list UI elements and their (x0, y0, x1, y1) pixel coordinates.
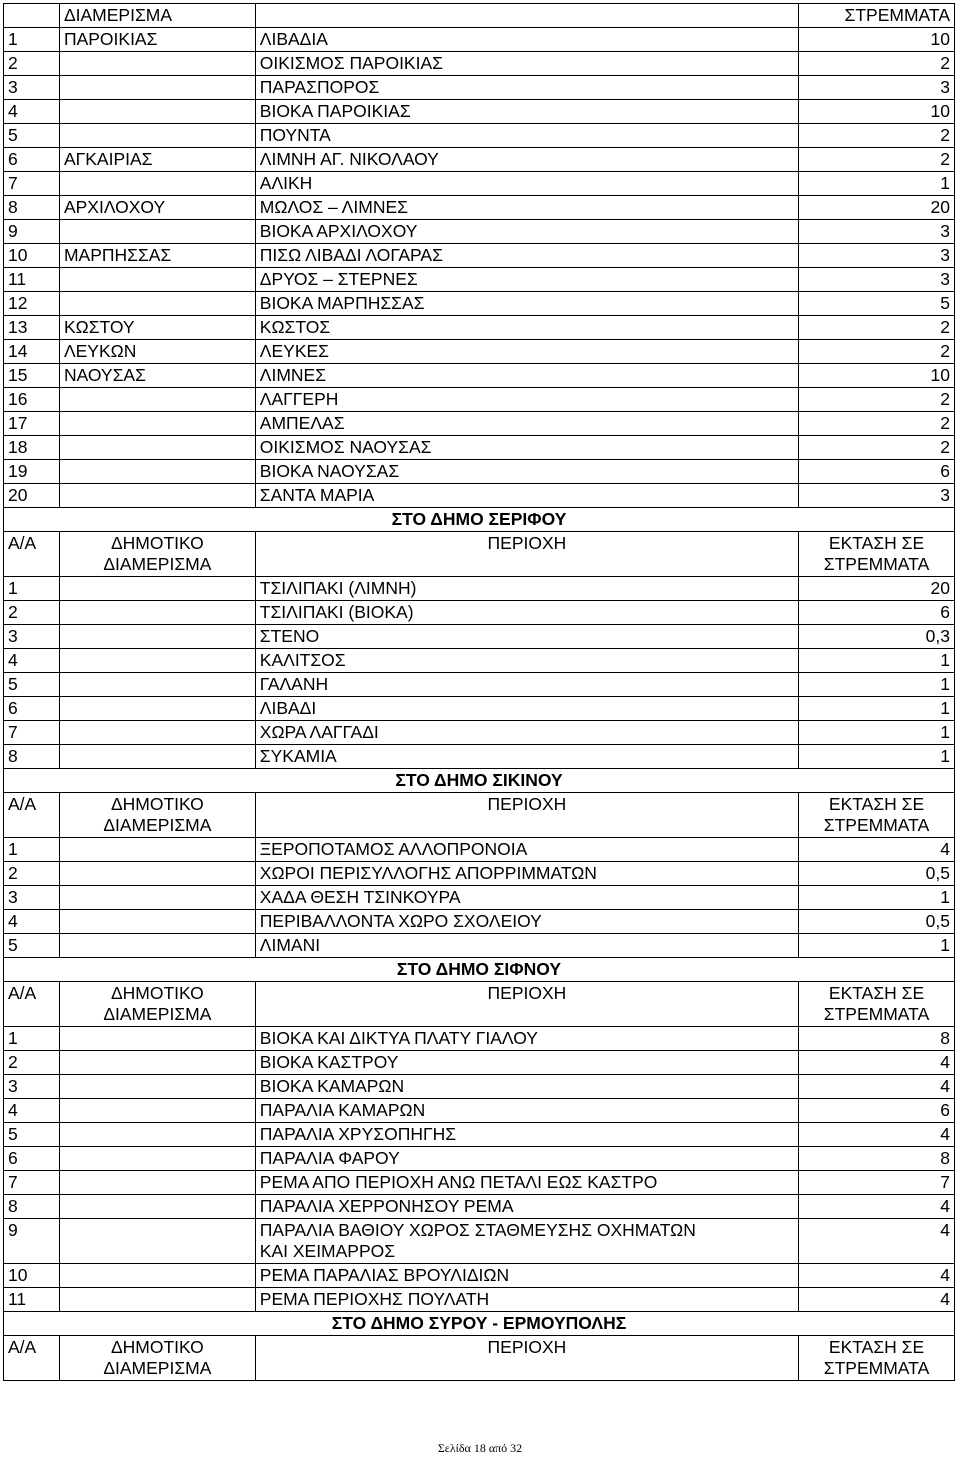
row-area-cell: ΒΙΟΚΑ ΚΑΜΑΡΩΝ (255, 1075, 798, 1099)
table-row (4, 28, 955, 52)
row-area-cell: ΛΙΒΑΔΙ (255, 697, 798, 721)
row-district-cell (59, 100, 255, 124)
table-row (4, 1051, 955, 1075)
table-row (4, 1147, 955, 1171)
header-size-line-1: ΕΚΤΑΣΗ ΣΕ (828, 794, 925, 814)
table-body (4, 4, 955, 1381)
row-number-cell: 12 (4, 292, 60, 316)
row-number-cell: 14 (4, 340, 60, 364)
header-district-line-1: ΔΗΜΟΤΙΚΟ (110, 1337, 204, 1357)
row-area-cell (255, 1219, 798, 1264)
header-size (799, 532, 955, 577)
row-number-cell: 10 (4, 244, 60, 268)
header-area: ΠΕΡΙΟΧΗ (255, 982, 798, 1027)
row-number-cell: 5 (4, 1123, 60, 1147)
row-size-cell: 2 (799, 52, 955, 76)
row-size-cell: 10 (799, 364, 955, 388)
table-row (4, 436, 955, 460)
header-district (59, 793, 255, 838)
header-size-line-2: ΣΤΡΕΜΜΑΤΑ (823, 1358, 930, 1378)
row-size-cell: 0,5 (799, 910, 955, 934)
row-area-cell: ΧΑΔΑ ΘΕΣΗ ΤΣΙΝΚΟΥΡΑ (255, 886, 798, 910)
row-size-cell: 10 (799, 28, 955, 52)
table-row (4, 910, 955, 934)
table-row (4, 1219, 955, 1264)
row-district-cell (59, 577, 255, 601)
row-district-cell (59, 52, 255, 76)
row-size-cell: 8 (799, 1027, 955, 1051)
row-area-cell: ΣΤΕΝΟ (255, 625, 798, 649)
row-number-cell: 9 (4, 1219, 60, 1264)
row-area-line-2: ΚΑΙ ΧΕΙΜΑΡΡΟΣ (259, 1241, 396, 1261)
row-area-cell: ΔΡΥΟΣ – ΣΤΕΡΝΕΣ (255, 268, 798, 292)
row-size-cell: 0,5 (799, 862, 955, 886)
row-district-cell (59, 76, 255, 100)
row-number-cell: 5 (4, 934, 60, 958)
section-title-row (4, 508, 955, 532)
row-size-cell: 3 (799, 484, 955, 508)
row-district-cell (59, 649, 255, 673)
header-district (59, 532, 255, 577)
header-district-line-2: ΔΙΑΜΕΡΙΣΜΑ (103, 815, 212, 835)
row-size-cell: 6 (799, 1099, 955, 1123)
row-district-cell (59, 292, 255, 316)
row-district-cell (59, 721, 255, 745)
row-area-cell: ΞΕΡΟΠΟΤΑΜΟΣ ΑΛΛΟΠΡΟΝΟΙΑ (255, 838, 798, 862)
row-district-cell: ΠΑΡΟΙΚΙΑΣ (59, 28, 255, 52)
row-size-cell: 1 (799, 649, 955, 673)
facilities-table (3, 3, 955, 1381)
table-row (4, 124, 955, 148)
row-district-cell (59, 1075, 255, 1099)
row-number-cell: 4 (4, 1099, 60, 1123)
row-size-cell: 2 (799, 436, 955, 460)
table-row (4, 649, 955, 673)
table-row (4, 484, 955, 508)
row-district-cell (59, 862, 255, 886)
row-district-cell (59, 436, 255, 460)
row-size-cell: 2 (799, 124, 955, 148)
row-area-cell: ΡΕΜΑ ΠΕΡΙΟΧΗΣ ΠΟΥΛΑΤΗ (255, 1288, 798, 1312)
table-row (4, 601, 955, 625)
row-size-cell: 3 (799, 76, 955, 100)
row-size-cell: 6 (799, 460, 955, 484)
table-row (4, 172, 955, 196)
table-row (4, 100, 955, 124)
row-number-cell: 7 (4, 172, 60, 196)
row-area-cell: ΠΕΡΙΒΑΛΛΟΝΤΑ ΧΩΡΟ ΣΧΟΛΕΙΟΥ (255, 910, 798, 934)
top-header-area-cell (255, 4, 798, 28)
header-size-line-2: ΣΤΡΕΜΜΑΤΑ (823, 815, 930, 835)
row-district-cell (59, 1027, 255, 1051)
row-area-cell: ΛΕΥΚΕΣ (255, 340, 798, 364)
row-size-cell: 2 (799, 412, 955, 436)
row-area-cell: ΡΕΜΑ ΠΑΡΑΛΙΑΣ ΒΡΟΥΛΙΔΙΩΝ (255, 1264, 798, 1288)
row-district-cell (59, 1195, 255, 1219)
table-row (4, 838, 955, 862)
table-row (4, 364, 955, 388)
row-district-cell (59, 268, 255, 292)
header-district-line-2: ΔΙΑΜΕΡΙΣΜΑ (103, 554, 212, 574)
row-size-cell: 1 (799, 721, 955, 745)
table-row (4, 886, 955, 910)
row-district-cell: ΝΑΟΥΣΑΣ (59, 364, 255, 388)
row-number-cell: 11 (4, 268, 60, 292)
row-size-cell: 5 (799, 292, 955, 316)
row-number-cell: 2 (4, 862, 60, 886)
row-number-cell: 3 (4, 76, 60, 100)
row-area-cell: ΛΑΓΓΕΡΗ (255, 388, 798, 412)
row-area-cell: ΡΕΜΑ ΑΠΟ ΠΕΡΙΟΧΗ ΑΝΩ ΠΕΤΑΛΙ ΕΩΣ ΚΑΣΤΡΟ (255, 1171, 798, 1195)
row-district-cell (59, 838, 255, 862)
row-area-cell: ΒΙΟΚΑ ΜΑΡΠΗΣΣΑΣ (255, 292, 798, 316)
section-title: ΣΤΟ ΔΗΜΟ ΣΕΡΙΦΟΥ (4, 508, 955, 532)
top-header-size-cell: ΣΤΡΕΜΜΑΤΑ (799, 4, 955, 28)
row-district-cell (59, 460, 255, 484)
header-aa: Α/Α (4, 532, 60, 577)
row-district-cell (59, 673, 255, 697)
table-row (4, 862, 955, 886)
row-number-cell: 4 (4, 100, 60, 124)
row-district-cell (59, 625, 255, 649)
header-size (799, 793, 955, 838)
header-area: ΠΕΡΙΟΧΗ (255, 1336, 798, 1381)
row-area-cell: ΒΙΟΚΑ ΚΑΙ ΔΙΚΤΥΑ ΠΛΑΤΥ ΓΙΑΛΟΥ (255, 1027, 798, 1051)
row-area-cell: ΠΙΣΩ ΛΙΒΑΔΙ ΛΟΓΑΡΑΣ (255, 244, 798, 268)
row-number-cell: 15 (4, 364, 60, 388)
row-size-cell: 4 (799, 1051, 955, 1075)
table-row (4, 1171, 955, 1195)
row-size-cell: 4 (799, 1219, 955, 1264)
row-number-cell: 13 (4, 316, 60, 340)
table-row (4, 1264, 955, 1288)
row-number-cell: 4 (4, 649, 60, 673)
table-row (4, 52, 955, 76)
row-district-cell (59, 172, 255, 196)
row-district-cell (59, 886, 255, 910)
row-area-cell: ΛΙΜΝΕΣ (255, 364, 798, 388)
row-district-cell (59, 124, 255, 148)
row-district-cell (59, 1051, 255, 1075)
row-number-cell: 1 (4, 838, 60, 862)
row-district-cell (59, 1219, 255, 1264)
row-number-cell: 1 (4, 1027, 60, 1051)
header-aa: Α/Α (4, 982, 60, 1027)
row-size-cell: 4 (799, 1288, 955, 1312)
row-number-cell: 1 (4, 28, 60, 52)
table-row (4, 388, 955, 412)
row-district-cell: ΜΑΡΠΗΣΣΑΣ (59, 244, 255, 268)
section-title-row (4, 958, 955, 982)
row-area-cell: ΜΩΛΟΣ – ΛΙΜΝΕΣ (255, 196, 798, 220)
row-number-cell: 16 (4, 388, 60, 412)
header-district-line-1: ΔΗΜΟΤΙΚΟ (110, 794, 204, 814)
row-area-cell: ΛΙΜΑΝΙ (255, 934, 798, 958)
top-header-district-cell: ΔΙΑΜΕΡΙΣΜΑ (59, 4, 255, 28)
row-district-cell (59, 697, 255, 721)
row-number-cell: 4 (4, 910, 60, 934)
row-area-cell: ΑΜΠΕΛΑΣ (255, 412, 798, 436)
row-number-cell: 7 (4, 721, 60, 745)
header-size (799, 982, 955, 1027)
header-size-line-1: ΕΚΤΑΣΗ ΣΕ (828, 983, 925, 1003)
row-area-cell: ΣΑΝΤΑ ΜΑΡΙΑ (255, 484, 798, 508)
row-number-cell: 2 (4, 1051, 60, 1075)
top-header-aa-cell (4, 4, 60, 28)
row-area-cell: ΚΩΣΤΟΣ (255, 316, 798, 340)
table-row (4, 745, 955, 769)
row-area-cell: ΠΑΡΑΣΠΟΡΟΣ (255, 76, 798, 100)
header-district (59, 1336, 255, 1381)
row-district-cell (59, 934, 255, 958)
row-size-cell: 20 (799, 577, 955, 601)
header-district-line-2: ΔΙΑΜΕΡΙΣΜΑ (103, 1004, 212, 1024)
table-row (4, 1099, 955, 1123)
header-district (59, 982, 255, 1027)
header-aa: Α/Α (4, 1336, 60, 1381)
row-size-cell: 8 (799, 1147, 955, 1171)
row-district-cell (59, 1288, 255, 1312)
row-size-cell: 1 (799, 172, 955, 196)
section-title-row (4, 1312, 955, 1336)
row-area-cell: ΠΑΡΑΛΙΑ ΧΕΡΡΟΝΗΣΟΥ ΡΕΜΑ (255, 1195, 798, 1219)
row-size-cell: 7 (799, 1171, 955, 1195)
table-row (4, 1027, 955, 1051)
row-number-cell: 7 (4, 1171, 60, 1195)
row-area-cell: ΠΑΡΑΛΙΑ ΦΑΡΟΥ (255, 1147, 798, 1171)
row-area-cell: ΛΙΜΝΗ ΑΓ. ΝΙΚΟΛΑΟΥ (255, 148, 798, 172)
table-row (4, 244, 955, 268)
row-district-cell (59, 412, 255, 436)
page-footer: Σελίδα 18 από 32 (437, 1441, 523, 1455)
row-number-cell: 17 (4, 412, 60, 436)
row-number-cell: 11 (4, 1288, 60, 1312)
table-row (4, 412, 955, 436)
header-size-line-1: ΕΚΤΑΣΗ ΣΕ (828, 533, 925, 553)
row-number-cell: 5 (4, 124, 60, 148)
row-area-cell: ΑΛΙΚΗ (255, 172, 798, 196)
row-area-cell: ΛΙΒΑΔΙΑ (255, 28, 798, 52)
row-size-cell: 3 (799, 244, 955, 268)
header-size-line-2: ΣΤΡΕΜΜΑΤΑ (823, 1004, 930, 1024)
row-area-cell: ΒΙΟΚΑ ΑΡΧΙΛΟΧΟΥ (255, 220, 798, 244)
table-row (4, 340, 955, 364)
row-district-cell: ΑΡΧΙΛΟΧΟΥ (59, 196, 255, 220)
header-area: ΠΕΡΙΟΧΗ (255, 793, 798, 838)
row-number-cell: 8 (4, 745, 60, 769)
row-number-cell: 3 (4, 1075, 60, 1099)
row-district-cell (59, 745, 255, 769)
row-area-line-1: ΠΑΡΑΛΙΑ ΒΑΘΙΟΥ ΧΩΡΟΣ ΣΤΑΘΜΕΥΣΗΣ ΟΧΗΜΑΤΩΝ (259, 1220, 696, 1240)
row-area-cell: ΤΣΙΛΙΠΑΚΙ (ΛΙΜΝΗ) (255, 577, 798, 601)
row-district-cell (59, 1147, 255, 1171)
table-row (4, 577, 955, 601)
table-row (4, 148, 955, 172)
row-district-cell (59, 1123, 255, 1147)
header-size-line-2: ΣΤΡΕΜΜΑΤΑ (823, 554, 930, 574)
row-number-cell: 20 (4, 484, 60, 508)
row-district-cell (59, 220, 255, 244)
table-row (4, 292, 955, 316)
row-district-cell (59, 1171, 255, 1195)
row-size-cell: 2 (799, 340, 955, 364)
column-header-row (4, 793, 955, 838)
row-size-cell: 20 (799, 196, 955, 220)
row-number-cell: 8 (4, 196, 60, 220)
row-area-cell: ΓΑΛΑΝΗ (255, 673, 798, 697)
column-header-row (4, 982, 955, 1027)
row-area-cell: ΧΩΡΑ ΛΑΓΓΑΔΙ (255, 721, 798, 745)
top-header-row (4, 4, 955, 28)
table-row (4, 625, 955, 649)
row-size-cell: 4 (799, 1195, 955, 1219)
header-area: ΠΕΡΙΟΧΗ (255, 532, 798, 577)
row-size-cell: 0,3 (799, 625, 955, 649)
row-number-cell: 9 (4, 220, 60, 244)
row-size-cell: 4 (799, 1123, 955, 1147)
header-size (799, 1336, 955, 1381)
header-size-line-1: ΕΚΤΑΣΗ ΣΕ (828, 1337, 925, 1357)
row-area-cell: ΒΙΟΚΑ ΚΑΣΤΡΟΥ (255, 1051, 798, 1075)
row-number-cell: 18 (4, 436, 60, 460)
row-district-cell (59, 1264, 255, 1288)
row-number-cell: 5 (4, 673, 60, 697)
row-district-cell: ΑΓΚΑΙΡΙΑΣ (59, 148, 255, 172)
row-size-cell: 1 (799, 673, 955, 697)
row-area-cell: ΣΥΚΑΜΙΑ (255, 745, 798, 769)
row-size-cell: 10 (799, 100, 955, 124)
table-row (4, 697, 955, 721)
table-row (4, 196, 955, 220)
table-row (4, 460, 955, 484)
section-title: ΣΤΟ ΔΗΜΟ ΣΙΚΙΝΟΥ (4, 769, 955, 793)
header-district-line-2: ΔΙΑΜΕΡΙΣΜΑ (103, 1358, 212, 1378)
section-title-row (4, 769, 955, 793)
row-number-cell: 2 (4, 601, 60, 625)
table-row (4, 220, 955, 244)
row-district-cell (59, 1099, 255, 1123)
row-area-cell: ΧΩΡΟΙ ΠΕΡΙΣΥΛΛΟΓΗΣ ΑΠΟΡΡΙΜΜΑΤΩΝ (255, 862, 798, 886)
row-size-cell: 2 (799, 316, 955, 340)
table-row (4, 673, 955, 697)
table-row (4, 76, 955, 100)
table-row (4, 1075, 955, 1099)
row-size-cell: 4 (799, 1075, 955, 1099)
row-number-cell: 1 (4, 577, 60, 601)
row-number-cell: 6 (4, 148, 60, 172)
row-number-cell: 10 (4, 1264, 60, 1288)
row-number-cell: 2 (4, 52, 60, 76)
row-area-cell: ΒΙΟΚΑ ΠΑΡΟΙΚΙΑΣ (255, 100, 798, 124)
row-district-cell (59, 388, 255, 412)
row-size-cell: 2 (799, 388, 955, 412)
row-area-cell: ΚΑΛΙΤΣΟΣ (255, 649, 798, 673)
table-row (4, 721, 955, 745)
table-row (4, 1123, 955, 1147)
row-size-cell: 1 (799, 697, 955, 721)
section-title: ΣΤΟ ΔΗΜΟ ΣΙΦΝΟΥ (4, 958, 955, 982)
section-title: ΣΤΟ ΔΗΜΟ ΣΥΡΟΥ - ΕΡΜΟΥΠΟΛΗΣ (4, 1312, 955, 1336)
row-area-cell: ΠΑΡΑΛΙΑ ΧΡΥΣΟΠΗΓΗΣ (255, 1123, 798, 1147)
row-number-cell: 3 (4, 886, 60, 910)
row-area-cell: ΒΙΟΚΑ ΝΑΟΥΣΑΣ (255, 460, 798, 484)
row-district-cell (59, 484, 255, 508)
row-district-cell (59, 601, 255, 625)
row-area-cell: ΟΙΚΙΣΜΟΣ ΠΑΡΟΙΚΙΑΣ (255, 52, 798, 76)
row-size-cell: 1 (799, 745, 955, 769)
row-size-cell: 3 (799, 268, 955, 292)
table-row (4, 316, 955, 340)
row-number-cell: 8 (4, 1195, 60, 1219)
row-size-cell: 4 (799, 1264, 955, 1288)
row-area-cell: ΤΣΙΛΙΠΑΚΙ (ΒΙΟΚΑ) (255, 601, 798, 625)
table-row (4, 1195, 955, 1219)
row-district-cell: ΚΩΣΤΟΥ (59, 316, 255, 340)
header-district-line-1: ΔΗΜΟΤΙΚΟ (110, 983, 204, 1003)
table-row (4, 268, 955, 292)
row-number-cell: 3 (4, 625, 60, 649)
row-size-cell: 2 (799, 148, 955, 172)
row-size-cell: 1 (799, 886, 955, 910)
row-size-cell: 4 (799, 838, 955, 862)
column-header-row (4, 532, 955, 577)
row-district-cell: ΛΕΥΚΩΝ (59, 340, 255, 364)
row-area-cell: ΠΟΥΝΤΑ (255, 124, 798, 148)
header-aa: Α/Α (4, 793, 60, 838)
row-district-cell (59, 910, 255, 934)
row-area-cell: ΟΙΚΙΣΜΟΣ ΝΑΟΥΣΑΣ (255, 436, 798, 460)
row-number-cell: 19 (4, 460, 60, 484)
table-row (4, 1288, 955, 1312)
row-size-cell: 1 (799, 934, 955, 958)
row-size-cell: 6 (799, 601, 955, 625)
row-size-cell: 3 (799, 220, 955, 244)
table-row (4, 934, 955, 958)
row-area-cell: ΠΑΡΑΛΙΑ ΚΑΜΑΡΩΝ (255, 1099, 798, 1123)
column-header-row (4, 1336, 955, 1381)
row-number-cell: 6 (4, 697, 60, 721)
header-district-line-1: ΔΗΜΟΤΙΚΟ (110, 533, 204, 553)
row-number-cell: 6 (4, 1147, 60, 1171)
